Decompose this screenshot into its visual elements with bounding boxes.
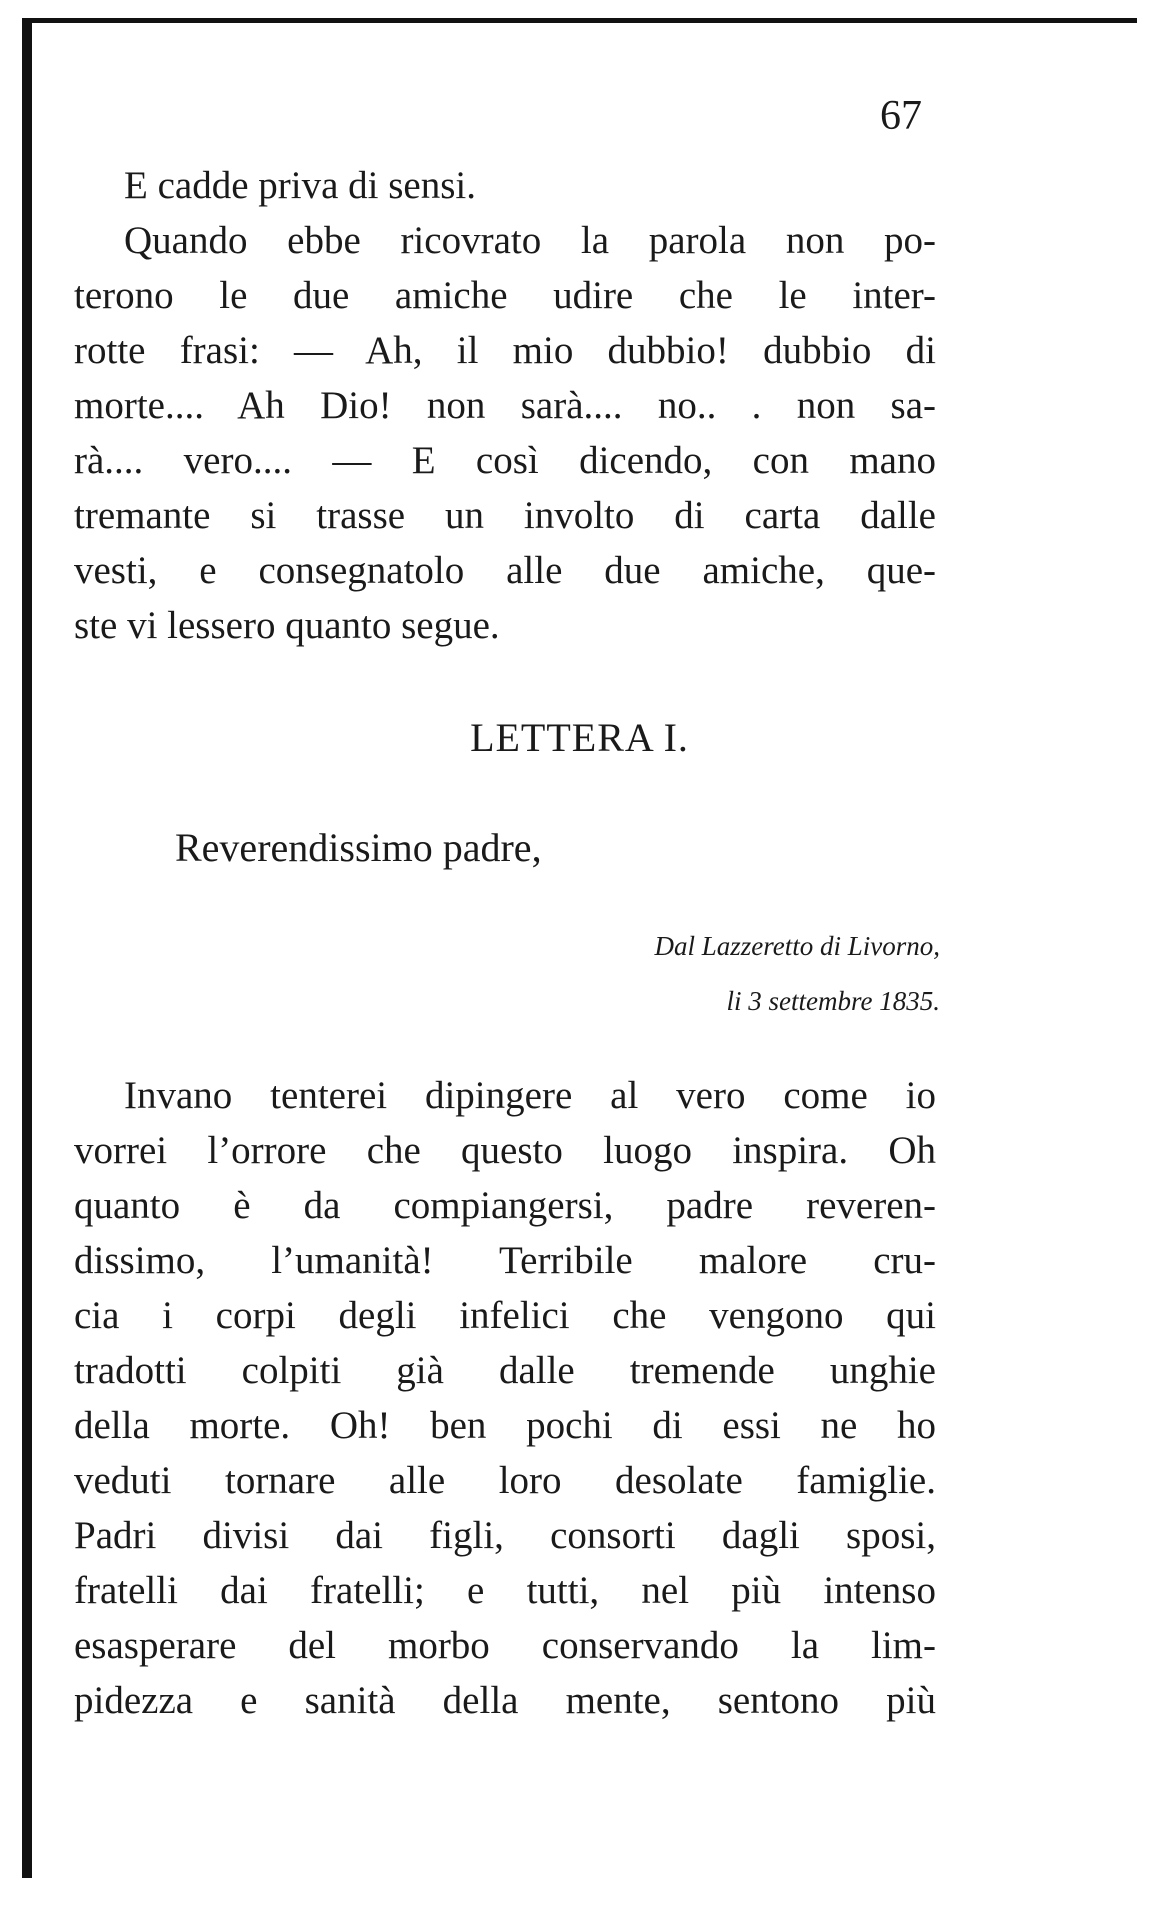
text-line: cia i corpi degli infelici che vengono qui (74, 1294, 936, 1337)
text-line: vorrei l’orrore che questo luogo inspira. Oh (74, 1129, 936, 1172)
text-line: rotte frasi: — Ah, il mio dubbio! dubbio di (74, 329, 936, 372)
text-line: rà.... vero.... — E così dicendo, con mano (74, 439, 936, 482)
text-line: veduti tornare alle loro desolate famiglie. (74, 1459, 936, 1502)
text-line: della morte. Oh! ben pochi di essi ne ho (74, 1404, 936, 1447)
text-line: E cadde priva di sensi. (124, 164, 476, 207)
text-line: morte.... Ah Dio! non sarà.... no.. . non sa- (74, 384, 936, 427)
paragraph-1 (74, 158, 936, 213)
text-line: Quando ebbe ricovrato la parola non po- (124, 219, 936, 262)
text-line: Invano tenterei dipingere al vero come io (124, 1074, 936, 1117)
text-line: tremante si trasse un involto di carta dalle (74, 494, 936, 537)
text-line: ste vi lessero quanto segue. (74, 604, 500, 647)
paragraph-2 (74, 213, 936, 653)
text-line: tradotti colpiti già dalle tremende unghie (74, 1349, 936, 1392)
text-line: fratelli dai fratelli; e tutti, nel più intenso (74, 1569, 936, 1612)
text-line: dissimo, l’umanità! Terribile malore cru- (74, 1239, 936, 1282)
text-line: quanto è da compiangersi, padre reveren- (74, 1184, 936, 1227)
text-line: Padri divisi dai figli, consorti dagli sposi, (74, 1514, 936, 1557)
text-line: esasperare del morbo conservando la lim- (74, 1624, 936, 1667)
letter-dateline-date: li 3 settembre 1835. (726, 986, 940, 1016)
page-number: 67 (880, 93, 922, 139)
page-top-border (22, 18, 1137, 23)
letter-heading: LETTERA I. (470, 715, 689, 760)
paragraph-3 (74, 1068, 936, 1728)
letter-dateline-place: Dal Lazzeretto di Livorno, (654, 931, 940, 961)
letter-salutation: Reverendissimo padre, (175, 825, 542, 870)
text-line: terono le due amiche udire che le inter- (74, 274, 936, 317)
text-line: vesti, e consegnatolo alle due amiche, que- (74, 549, 936, 592)
text-line: pidezza e sanità della mente, sentono più (74, 1679, 936, 1722)
page-left-border (22, 18, 32, 1878)
